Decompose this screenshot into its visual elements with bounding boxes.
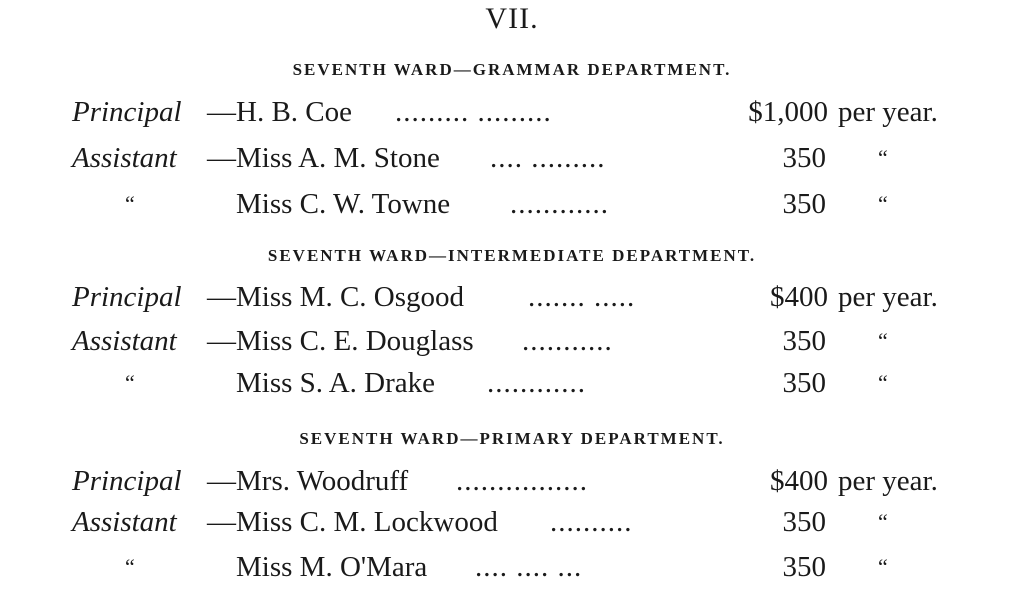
entry-row xyxy=(0,321,1024,361)
entry-amount: 350 xyxy=(782,188,826,220)
entry-name: Miss S. A. Drake xyxy=(236,367,435,399)
entry-amount: 350 xyxy=(782,142,826,174)
entry-role: Assistant xyxy=(72,325,177,357)
entry-leader-dots: ................ xyxy=(456,465,588,497)
entry-name: —Miss C. M. Lockwood xyxy=(207,506,498,538)
entry-name: —H. B. Coe xyxy=(207,96,352,128)
section-heading-intermediate: SEVENTH WARD—INTERMEDIATE DEPARTMENT. xyxy=(267,246,757,265)
page-number: VII. xyxy=(485,2,539,35)
entry-unit: “ xyxy=(878,191,888,216)
entry-name: Miss C. W. Towne xyxy=(236,188,451,220)
entry-role: “ xyxy=(125,191,135,216)
entry-row xyxy=(0,138,1024,178)
entry-name: —Miss M. C. Osgood xyxy=(207,281,465,313)
section-heading-primary: SEVENTH WARD—PRIMARY DEPARTMENT. xyxy=(299,429,725,448)
entry-leader-dots: ............ xyxy=(487,367,586,399)
entry-row xyxy=(0,92,1024,132)
entry-unit: “ xyxy=(878,328,888,353)
entry-role: Assistant xyxy=(72,506,177,538)
entry-role: “ xyxy=(125,554,135,579)
entry-amount: 350 xyxy=(782,325,826,357)
entry-row xyxy=(0,502,1024,542)
entry-leader-dots: .... .... ... xyxy=(475,551,583,583)
entry-role: “ xyxy=(125,370,135,395)
entry-role: Principal xyxy=(72,465,182,497)
entry-leader-dots: ............ xyxy=(510,188,609,220)
entry-role: Assistant xyxy=(72,142,177,174)
entry-row xyxy=(0,461,1024,501)
entry-row xyxy=(0,363,1024,403)
section-heading-grammar: SEVENTH WARD—GRAMMAR DEPARTMENT. xyxy=(292,60,732,79)
entry-unit: “ xyxy=(878,370,888,395)
entry-unit: per year. xyxy=(838,465,938,497)
entry-unit: per year. xyxy=(838,96,938,128)
entry-unit: “ xyxy=(878,554,888,579)
entry-leader-dots: ........... xyxy=(522,325,613,357)
entry-name: —Miss A. M. Stone xyxy=(207,142,440,174)
entry-row xyxy=(0,184,1024,224)
entry-leader-dots: ......... ......... xyxy=(395,96,552,128)
entry-amount: $1,000 xyxy=(748,96,828,128)
entry-row xyxy=(0,547,1024,587)
entry-amount: $400 xyxy=(770,281,828,313)
entry-unit: “ xyxy=(878,145,888,170)
entry-unit: per year. xyxy=(838,281,938,313)
entry-amount: 350 xyxy=(782,506,826,538)
entry-role: Principal xyxy=(72,96,182,128)
entry-name: —Mrs. Woodruff xyxy=(207,465,409,497)
entry-amount: $400 xyxy=(770,465,828,497)
entry-amount: 350 xyxy=(782,367,826,399)
entry-leader-dots: ....... ..... xyxy=(528,281,636,313)
entry-name: Miss M. O'Mara xyxy=(236,551,428,583)
entry-leader-dots: .... ......... xyxy=(490,142,606,174)
entry-role: Principal xyxy=(72,281,182,313)
entry-row xyxy=(0,277,1024,317)
entry-leader-dots: .......... xyxy=(550,506,633,538)
entry-amount: 350 xyxy=(782,551,826,583)
entry-name: —Miss C. E. Douglass xyxy=(207,325,474,357)
entry-unit: “ xyxy=(878,509,888,534)
